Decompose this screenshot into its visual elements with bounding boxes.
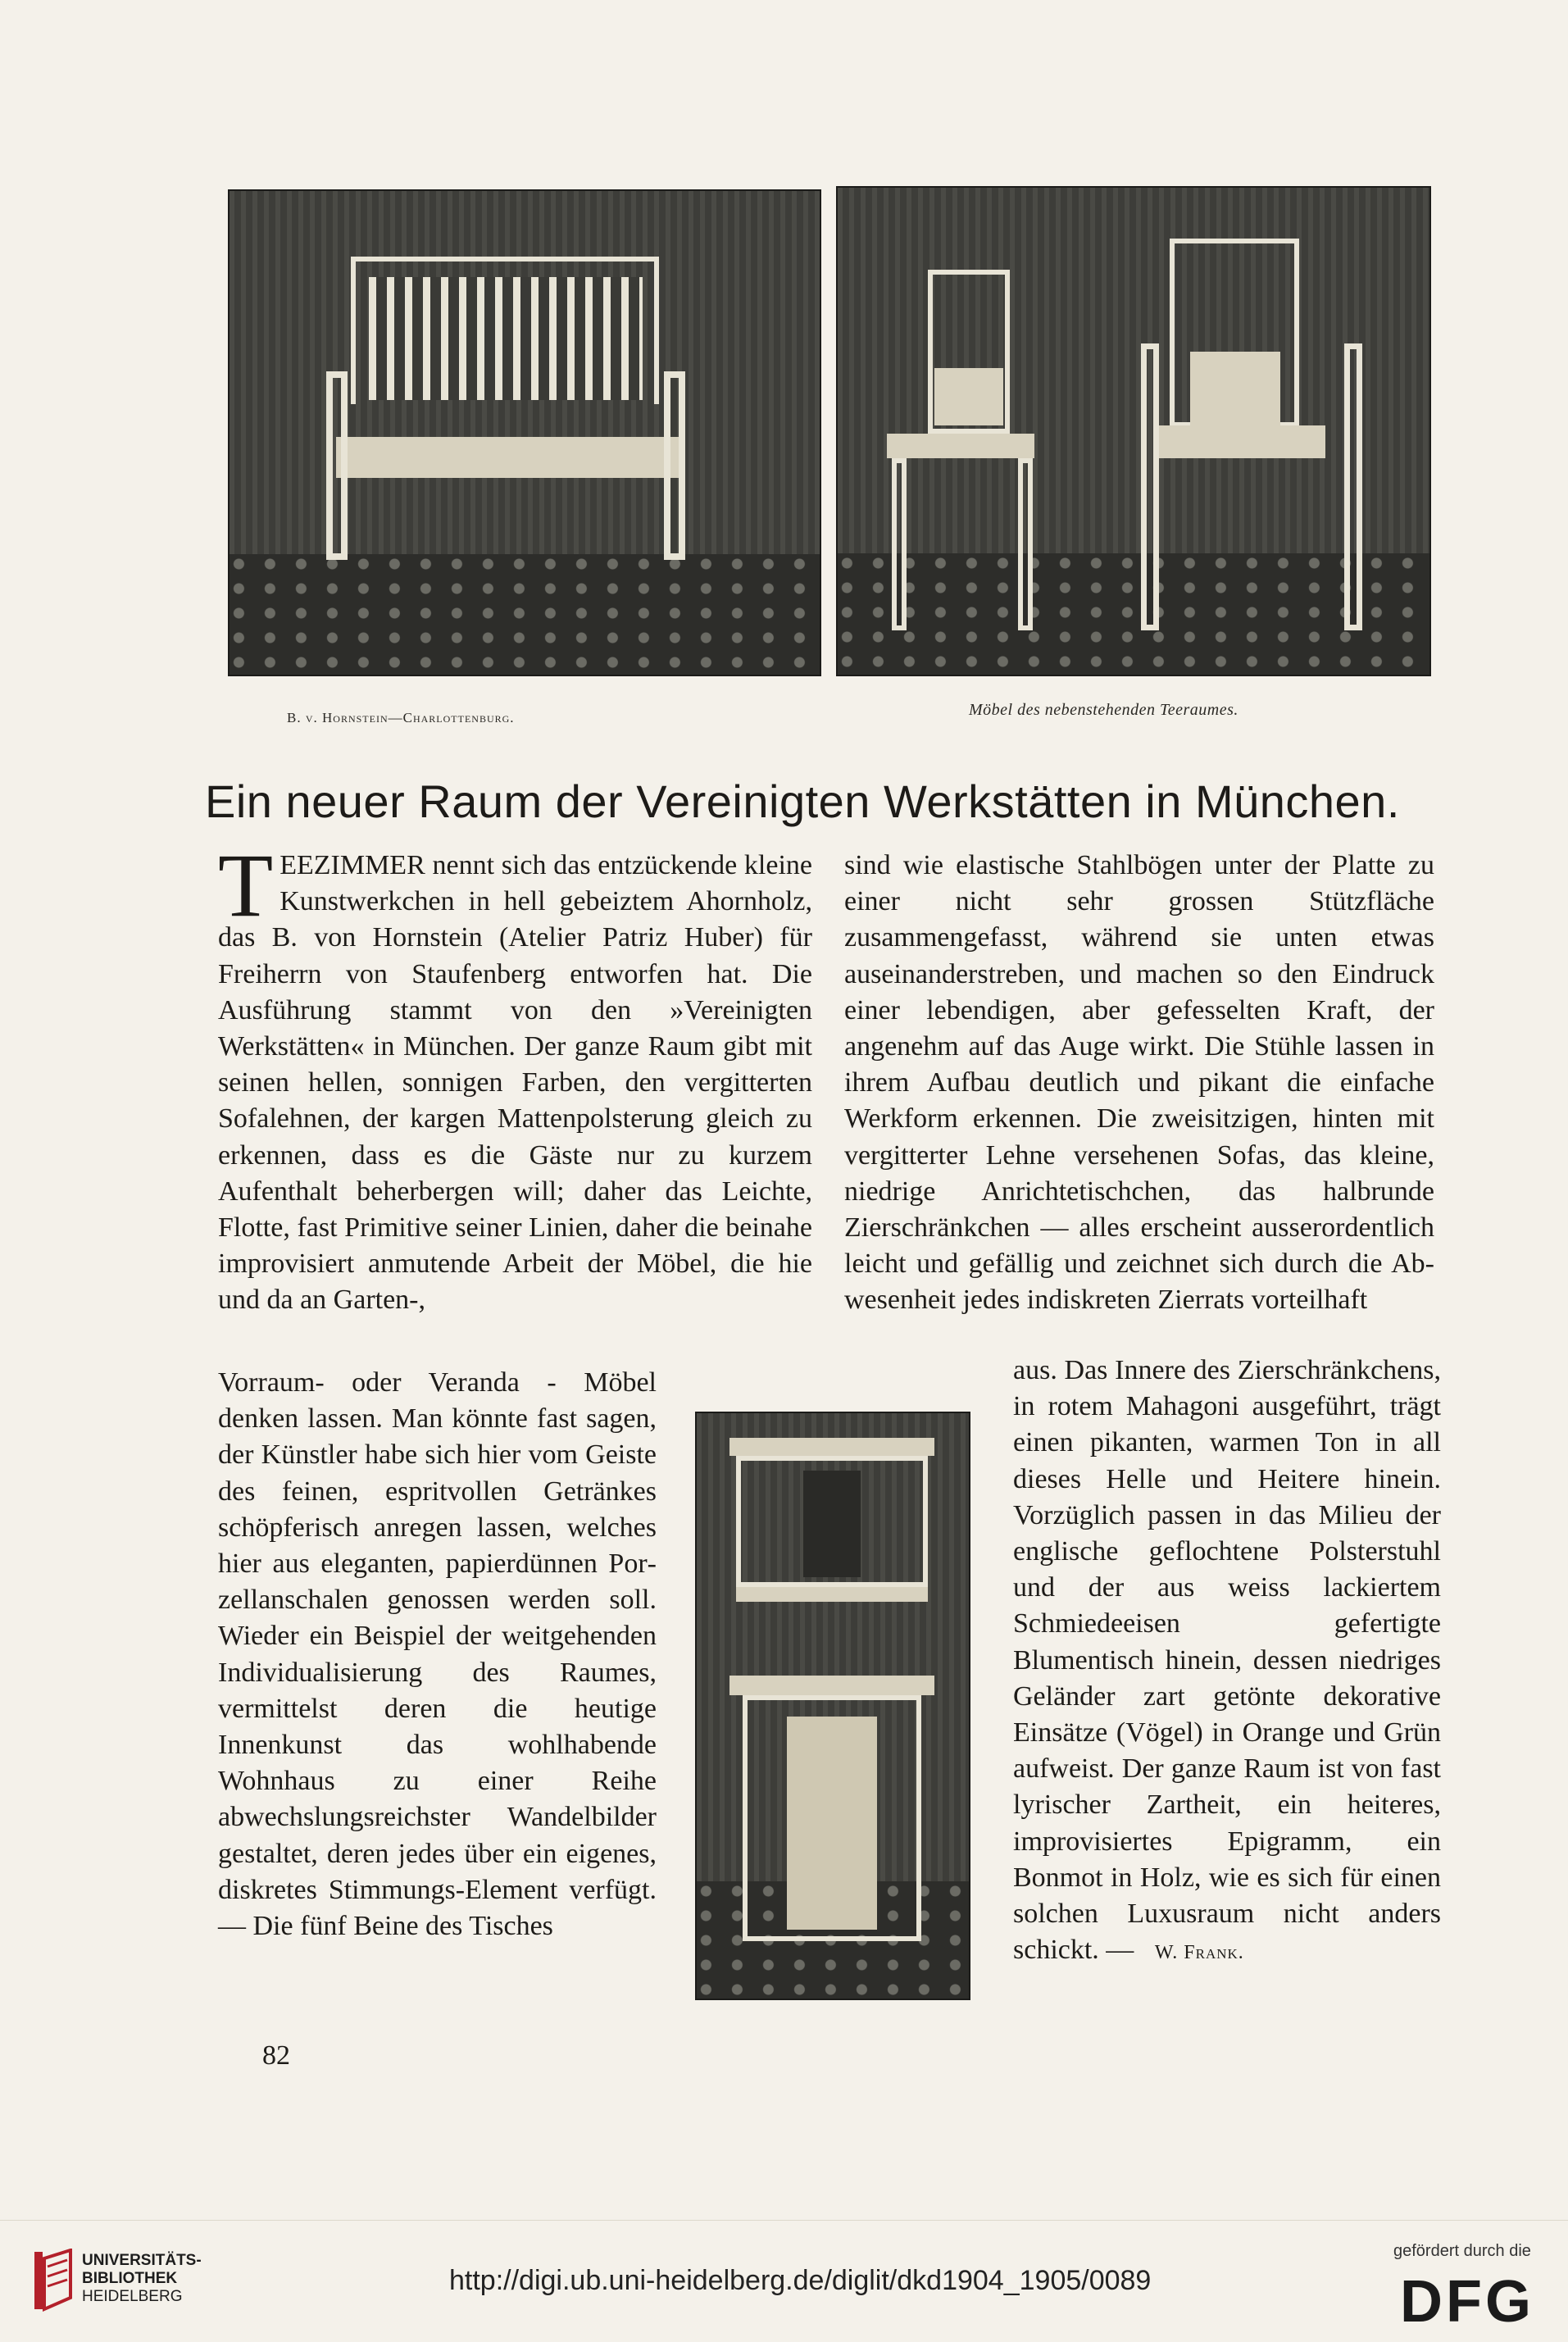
lead-word: EEZIMMER (280, 850, 425, 880)
drop-cap: T (218, 835, 274, 935)
column-2-top (844, 848, 1434, 1319)
library-name: UNIVERSITÄTS- BIBLIOTHEK HEIDELBERG (82, 2252, 202, 2305)
column-2-text: sind wie elastische Stahlbögen unter der Platte zu einer nicht sehr grossen Stützfläche zusammengefasst, während sie unten etwas auseinanderstreben, und machen so den Eindruck einer lebendigen, aber gefesselten Kraft, der angenehm auf das Auge wirkt. Die Stühle lassen in ihrem Aufbau deutlich und pikant die einfache Werkform erkennen. Die zweisitzigen, hinten mit vergitterter Lehne versehenen Sofas, das kleine, niedrige Anrichtetischchen, das halbrunde Zierschränkchen — alles erscheint ausserordentlich leicht und gefällig und zeichnet sich durch die Abwesenheit jedes indiskreten Zierrats vorteilhaft (844, 850, 1434, 1316)
cabinet-photo (695, 1412, 970, 2000)
column-1-text: nennt sich das entzückende kleine Kunstwerkchen in hell gebeiztem Ahornholz, das B. von Hornstein (Atelier Patriz Huber) für Freiherrn von Staufenberg entworfen hat. Die Ausführung stammt von den »Vereinigten Werkstätten« in München. Der ganze Raum gibt mit seinen hellen, sonnigen Farben, den vergitterten Sofalehnen, der kargen Mattenpolsterung gleich zu erkennen, dass es die Gäste nur zu kurzem Aufenthalt beherbergen will; daher das Leichte, Flotte, fast Primitive seiner Linien, daher die beinahe improvisiert anmutende Arbeit der Möbel, die hie und da an Garten-, (218, 850, 812, 1316)
dfg-logo: DFG (1400, 2269, 1534, 2335)
digitization-footer (0, 2220, 1568, 2342)
column-1-continued: Vorraum- oder Veranda - Möbel denken lassen. Man könnte fast sagen, der Künstler habe sich hier vom Geiste des feinen, espritvollen Getränkes schöpferisch anregen lassen, welches hier aus eleganten, papierdünnen Porzellanschalen genossen werden soll. Wieder ein Beispiel der weitgehenden Individualisierung des Raumes, vermittelst deren die heutige Innenkunst das wohlhabende Wohnhaus zu einer Reihe abwechslungsreichster Wandelbilder gestaltet, deren jedes über ein eigenes, diskretes Stimmungs-Element verfügt. — Die fünf Beine des Tisches (218, 1367, 657, 1942)
page-number: 82 (262, 2040, 290, 2071)
funding-note: gefördert durch die (1393, 2242, 1531, 2260)
author-signature: W. Frank. (1154, 1942, 1244, 1964)
column-2-continued: aus. Das Innere des Zierschränkchens, in rotem Mahagoni ausgeführt, trägt einen pikanten, warmen Ton in all dieses Helle und Heitere hinein. Vorzüglich passen in das Milieu der englische geflochtene Polsterstuhl und der aus weiss lackiertem Schmiedeeisen gefertigte Blumentisch hinein, dessen niedriges Geländer zart getönte dekorative Einsätze (Vögel) in Orange und Grün aufweist. Der ganze Raum ist von fast lyrischer Zartheit, ein heiteres, improvisiertes Epigramm, ein Bonmot in Holz, wie es sich für einen solchen Luxusraum nicht anders schickt. — (1013, 1355, 1441, 1966)
photo-caption-right: Möbel des nebenstehenden Teeraumes. (969, 701, 1238, 719)
sofa-photo (228, 189, 821, 676)
column-1-bottom (218, 1365, 657, 1944)
photo-caption-left: B. v. Hornstein—Charlottenburg. (287, 710, 515, 725)
chairs-photo (836, 186, 1431, 676)
column-2-bottom (1013, 1353, 1441, 1971)
source-url-link[interactable]: http://digi.ub.uni-heidelberg.de/diglit/dkd1904_1905/0089 (449, 2265, 1152, 2296)
article-title: Ein neuer Raum der Vereinigten Werkstätten in München. (205, 775, 1400, 827)
library-logo-icon (33, 2249, 74, 2312)
column-1-top (218, 835, 812, 1319)
